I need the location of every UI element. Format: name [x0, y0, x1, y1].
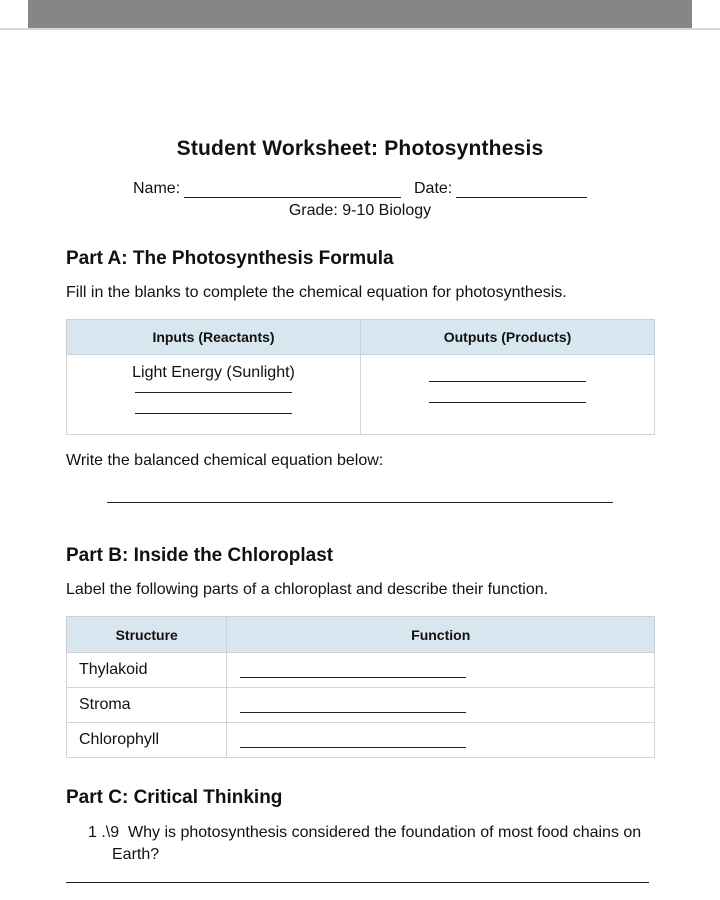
input-blank-1[interactable]	[135, 392, 292, 393]
table-row	[67, 688, 655, 723]
inputs-cell	[67, 355, 361, 435]
light-energy-text: Light Energy (Sunlight)	[132, 364, 295, 381]
formula-table	[66, 319, 655, 435]
function-cell	[227, 688, 655, 723]
equation-prompt: Write the balanced chemical equation below:	[66, 452, 384, 469]
part-c-heading: Part C: Critical Thinking	[66, 787, 283, 808]
part-b-instruction: Label the following parts of a chloroplast and describe their function.	[66, 581, 549, 598]
part-b-heading: Part B: Inside the Chloroplast	[66, 545, 334, 566]
viewer-top-bar	[0, 0, 720, 30]
part-a-heading: Part A: The Photosynthesis Formula	[66, 248, 394, 269]
output-blank-1[interactable]	[429, 381, 586, 382]
name-label: Name:	[133, 180, 181, 197]
input-blank-2[interactable]	[135, 413, 292, 414]
date-label: Date:	[414, 180, 453, 197]
chloroplast-table	[66, 616, 655, 758]
outputs-cell	[361, 355, 655, 435]
question-number: 1 .\9	[88, 824, 120, 841]
function-blank-2[interactable]	[240, 712, 466, 713]
structure-thylakoid: Thylakoid	[67, 653, 227, 688]
function-cell	[227, 723, 655, 758]
function-header: Function	[227, 617, 655, 653]
outputs-header: Outputs (Products)	[361, 320, 655, 355]
grade-text: Grade: 9-10 Biology	[288, 202, 432, 219]
table-row	[67, 723, 655, 758]
worksheet-page	[0, 30, 720, 900]
function-blank-3[interactable]	[240, 747, 466, 748]
function-blank-1[interactable]	[240, 677, 466, 678]
part-a-instruction: Fill in the blanks to complete the chemical equation for photosynthesis.	[66, 284, 567, 301]
function-cell	[227, 653, 655, 688]
question-body	[112, 822, 648, 866]
structure-stroma: Stroma	[67, 688, 227, 723]
question-answer-line[interactable]	[66, 882, 649, 883]
question-line-2: Earth?	[112, 846, 160, 863]
structure-chlorophyll: Chlorophyll	[67, 723, 227, 758]
structure-header: Structure	[67, 617, 227, 653]
date-blank[interactable]	[456, 180, 587, 198]
name-blank[interactable]	[184, 180, 401, 198]
inputs-header: Inputs (Reactants)	[67, 320, 361, 355]
question-line-1: Why is photosynthesis considered the foundation of most food chains on	[128, 824, 642, 841]
worksheet-title: Student Worksheet: Photosynthesis	[176, 137, 544, 160]
output-blank-2[interactable]	[429, 402, 586, 403]
viewer-toolbar-strip	[28, 0, 692, 28]
equation-answer-line[interactable]	[107, 502, 613, 503]
table-row	[67, 653, 655, 688]
